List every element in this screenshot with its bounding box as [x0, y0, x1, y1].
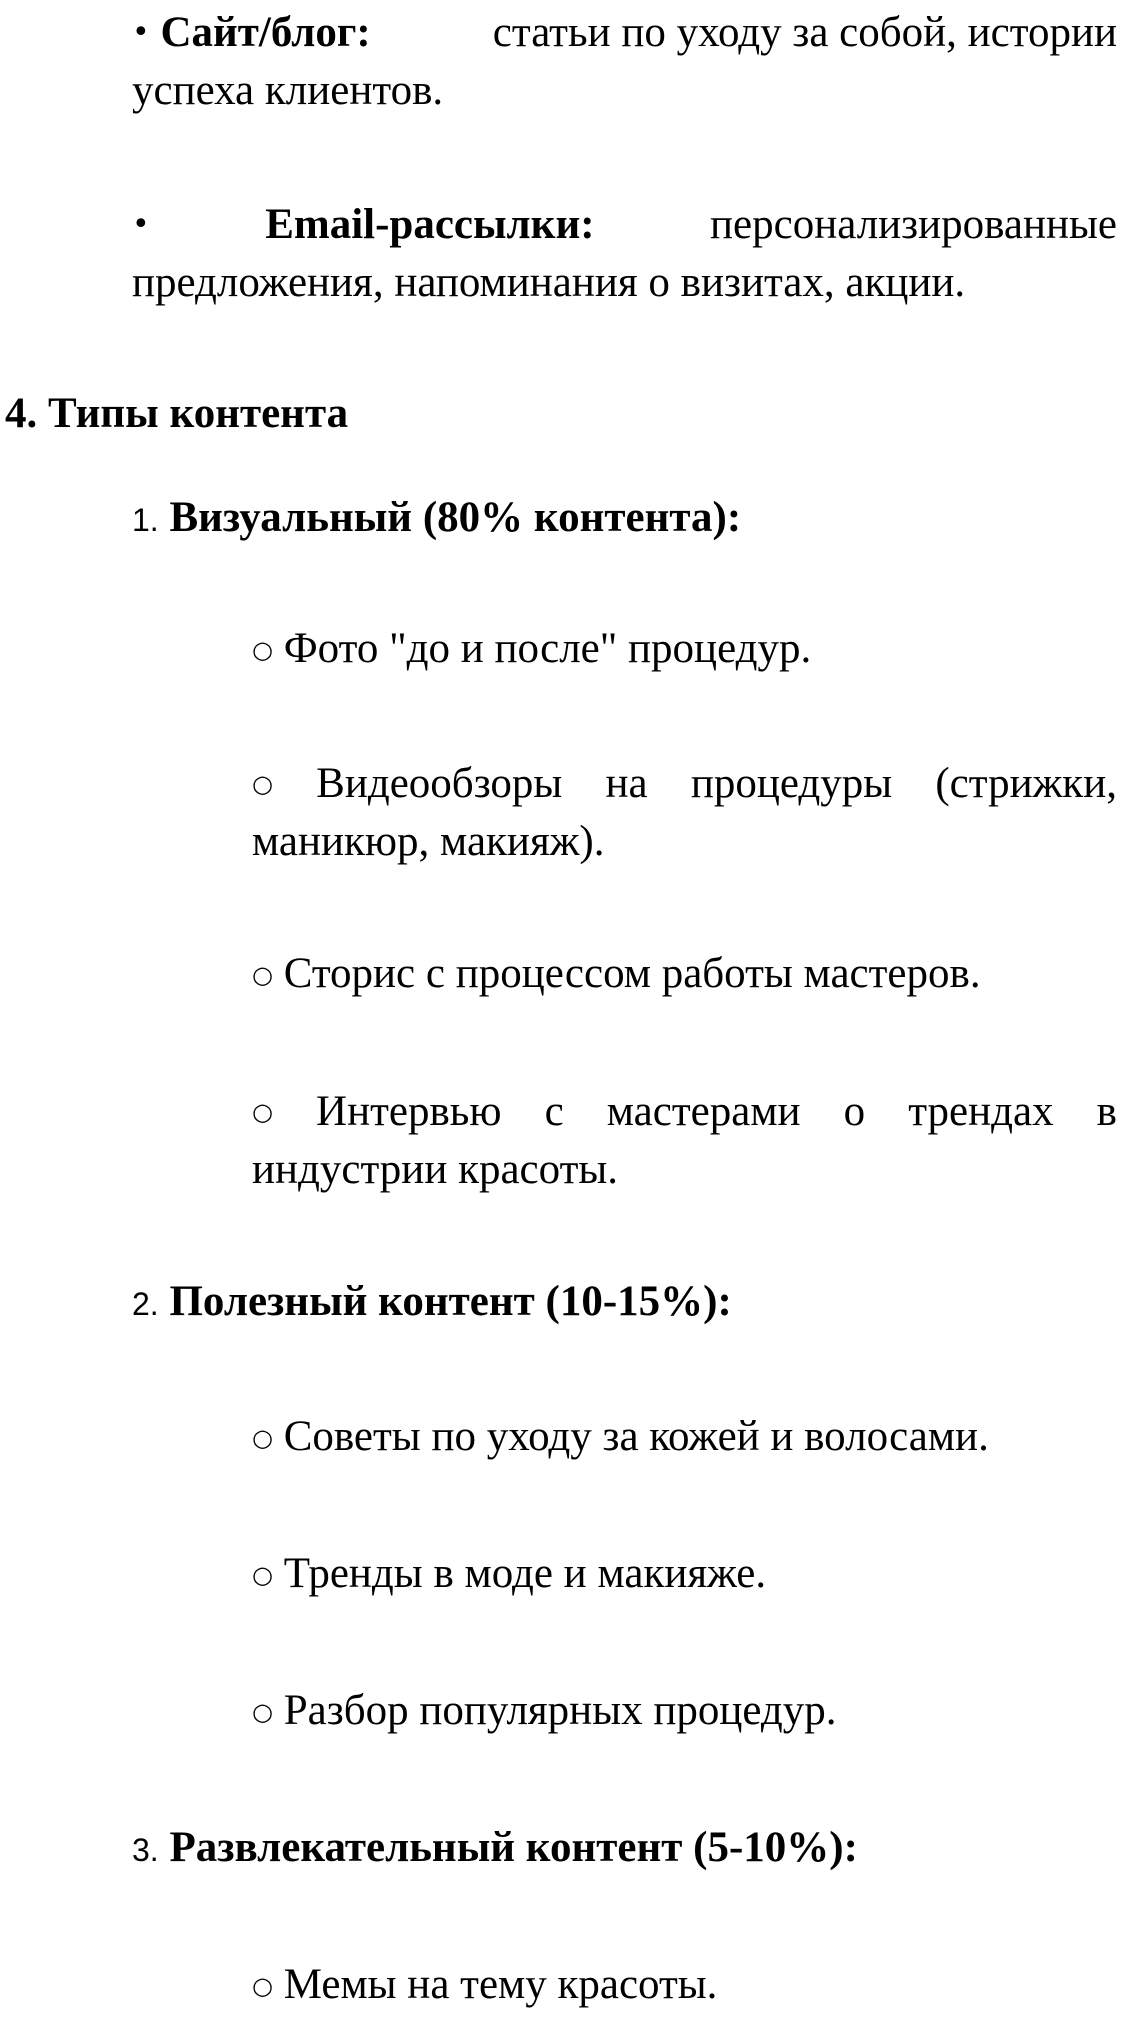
- bullet-lead: [132, 4, 371, 62]
- bullet-marker: •: [132, 207, 150, 242]
- subitem: [252, 1682, 837, 1741]
- numbered-item-2: [132, 1273, 732, 1333]
- subitem-word: процедуры: [690, 760, 893, 807]
- bullet-text: персонализированные: [710, 201, 1117, 248]
- subitem: [252, 1408, 989, 1467]
- list-number: 2.: [132, 1286, 159, 1322]
- section-heading: 4. Типы контента: [5, 390, 349, 437]
- numbered-item-title: Полезный контент (10-15%):: [169, 1278, 732, 1325]
- subitem-text: Фото "до и после" процедур.: [283, 625, 812, 672]
- bullet-text-continued: предложения, напоминания о визитах, акции.: [132, 259, 966, 306]
- numbered-item-title: Развлекательный контент (5-10%):: [169, 1824, 858, 1871]
- subitem-marker: ○: [252, 961, 273, 989]
- subitem-word: Интервью: [316, 1088, 502, 1135]
- subitem: [252, 755, 1117, 871]
- bullet-item-email: [132, 196, 1117, 312]
- numbered-item-1: [132, 489, 741, 549]
- numbered-item-title: Визуальный (80% контента):: [169, 494, 742, 541]
- subitem-word: Видеообзоры: [316, 760, 563, 807]
- subitem-word: трендах: [908, 1088, 1054, 1135]
- subitem-word: мастерами: [606, 1088, 801, 1135]
- bullet-item-website: [132, 4, 1117, 120]
- bullet-first-line: [132, 196, 1117, 254]
- list-number: 1.: [132, 502, 159, 538]
- subitem-text: Сторис с процессом работы мастеров.: [283, 950, 981, 997]
- subitem: [252, 1083, 1117, 1199]
- subitem-marker: ○: [252, 770, 273, 798]
- subitem-text: Тренды в моде и макияже.: [283, 1550, 767, 1597]
- subitem-text: Мемы на тему красоты.: [283, 1961, 718, 2008]
- subitem: [252, 620, 811, 679]
- subitem-marker: ○: [252, 1972, 273, 2000]
- bullet-continuation: [132, 62, 1117, 120]
- bullet-label: Email-рассылки:: [265, 201, 595, 248]
- list-number: 3.: [132, 1832, 159, 1868]
- subitem-word: (стрижки,: [935, 760, 1117, 807]
- bullet-label: Сайт/блог:: [160, 9, 371, 56]
- subitem-marker: ○: [252, 1698, 273, 1726]
- subitem-continuation: индустрии красоты.: [252, 1146, 619, 1193]
- subitem-word: в: [1096, 1088, 1117, 1135]
- subitem-word: о: [843, 1088, 866, 1135]
- subitem-first-line: [252, 1083, 1117, 1141]
- subitem-marker: ○: [252, 1561, 273, 1589]
- subitem: [252, 945, 981, 1004]
- subitem-continuation: маникюр, макияж).: [252, 818, 605, 865]
- numbered-item-3: [132, 1819, 858, 1879]
- subitem: [252, 1545, 766, 1604]
- subitem-text: Советы по уходу за кожей и волосами.: [283, 1413, 989, 1460]
- bullet-marker: •: [132, 15, 150, 50]
- subitem-word: на: [605, 760, 648, 807]
- subitem-text: Разбор популярных процедур.: [283, 1687, 837, 1734]
- subitem-marker: ○: [252, 1424, 273, 1452]
- subitem: [252, 1956, 717, 2015]
- subitem-word: с: [544, 1088, 564, 1135]
- bullet-text: статьи по уходу за собой, истории: [492, 9, 1117, 56]
- bullet-text-continued: успеха клиентов.: [132, 67, 444, 114]
- subitem-marker: ○: [252, 1098, 273, 1126]
- subitem-marker: ○: [252, 636, 273, 664]
- bullet-continuation: [132, 254, 1117, 312]
- bullet-first-line: [132, 4, 1117, 62]
- subitem-first-line: [252, 755, 1117, 813]
